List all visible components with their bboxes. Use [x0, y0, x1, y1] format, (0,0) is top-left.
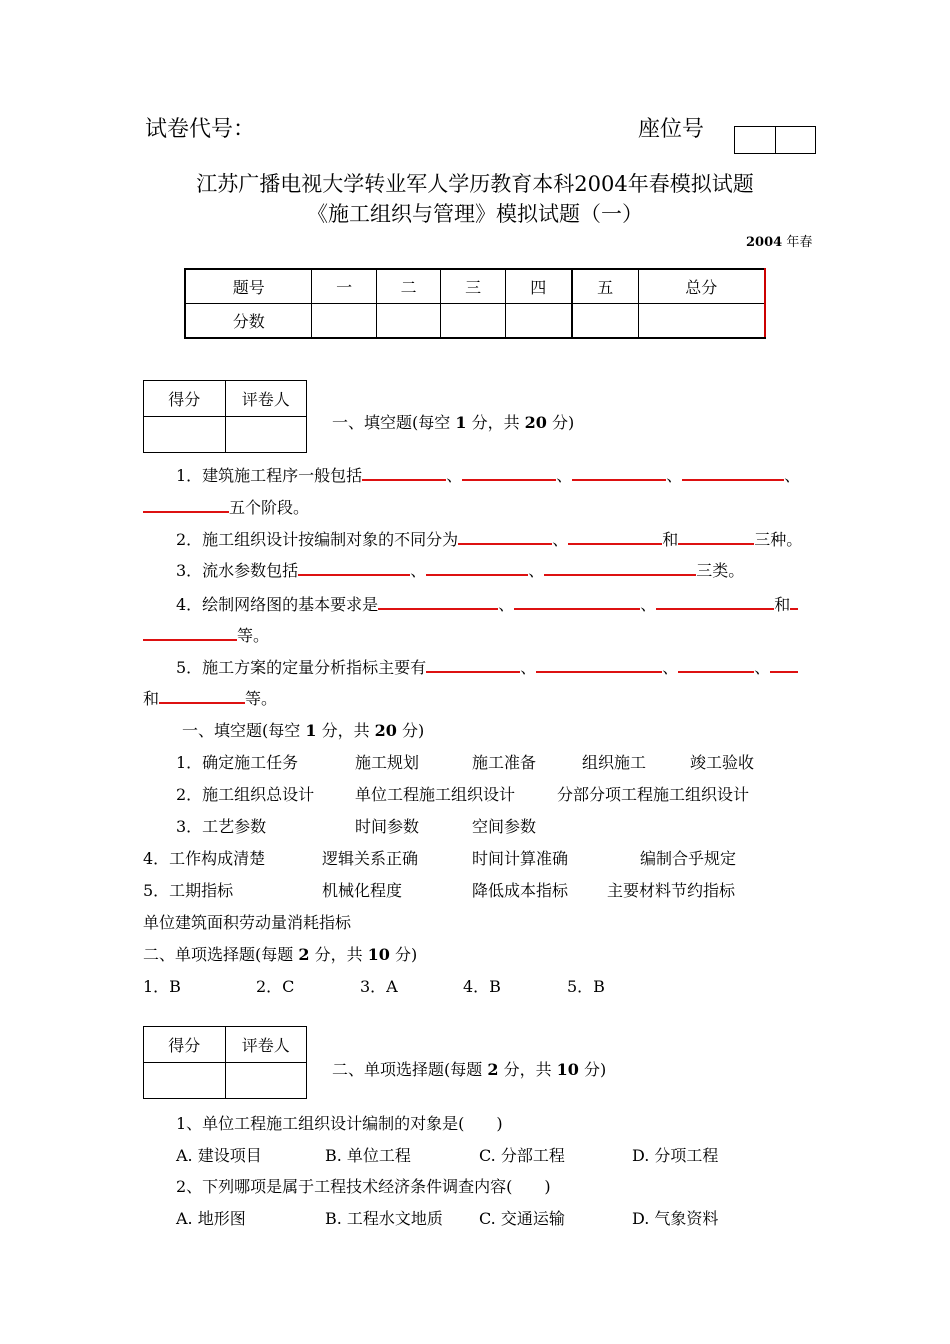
- answer-text: 组织施工: [582, 753, 647, 772]
- option-b[interactable]: B. 单位工程: [325, 1146, 411, 1165]
- answer-blank[interactable]: [536, 655, 662, 673]
- answer-blank[interactable]: [426, 655, 520, 673]
- answer-text: 降低成本指标: [472, 881, 569, 900]
- answer-blank[interactable]: [378, 592, 498, 610]
- grader-name-label: 评卷人: [225, 381, 307, 417]
- score-cell[interactable]: [505, 304, 571, 339]
- answer-section1-title: 一、填空题(每空 1 分，共 20 分): [182, 721, 425, 740]
- grader-box: [143, 1026, 307, 1099]
- section1-title: 一、填空题(每空 1 分，共 20 分): [332, 413, 575, 432]
- answer-text: 时间计算准确: [472, 849, 569, 868]
- option-d[interactable]: D. 气象资料: [632, 1209, 719, 1228]
- answer-text: 逻辑关系正确: [322, 849, 419, 868]
- score-table-header: 题号: [185, 269, 312, 304]
- answer-blank[interactable]: [572, 463, 666, 481]
- answer-section2-title: 二、单项选择题(每题 2 分，共 10 分): [143, 945, 418, 964]
- answer-text: 1．确定施工任务: [176, 753, 299, 772]
- option-a[interactable]: A. 建设项目: [176, 1146, 262, 1165]
- grader-name-cell[interactable]: [225, 417, 307, 453]
- choice-answer: 1．B: [143, 977, 181, 996]
- grader-score-cell[interactable]: [144, 417, 226, 453]
- score-table-col: 总分: [638, 269, 765, 304]
- grader-score-label: 得分: [144, 1027, 226, 1063]
- choice-question-2: 2、下列哪项是属于工程技术经济条件调查内容( ): [176, 1177, 551, 1196]
- score-cell[interactable]: [638, 304, 765, 339]
- score-cell[interactable]: [572, 304, 638, 339]
- answer-blank[interactable]: [143, 495, 229, 513]
- fill-question-4-cont: 等。: [143, 623, 269, 646]
- answer-text: 编制合乎规定: [640, 849, 737, 868]
- exam-title: 江苏广播电视大学转业军人学历教育本科2004年春模拟试题: [196, 172, 754, 196]
- section2-title: 二、单项选择题(每题 2 分，共 10 分): [332, 1060, 607, 1079]
- choice-answer: 5．B: [567, 977, 605, 996]
- fill-question-4: 4．绘制网络图的基本要求是 、 、 和: [176, 592, 798, 615]
- answer-blank[interactable]: [362, 463, 446, 481]
- answer-text: 空间参数: [472, 817, 537, 836]
- grader-score-cell[interactable]: [144, 1063, 226, 1099]
- answer-blank[interactable]: [656, 592, 774, 610]
- answer-text: 竣工验收: [690, 753, 755, 772]
- option-d[interactable]: D. 分项工程: [632, 1146, 719, 1165]
- exam-date: 2004 年春: [746, 235, 813, 250]
- answer-blank[interactable]: [682, 463, 784, 481]
- answer-blank[interactable]: [568, 527, 662, 545]
- score-table-col: 一: [312, 269, 376, 304]
- option-c[interactable]: C. 交通运输: [479, 1209, 565, 1228]
- answer-blank[interactable]: [544, 558, 696, 576]
- answer-text: 施工规划: [355, 753, 420, 772]
- score-table-col: 三: [441, 269, 505, 304]
- seat-number-label: 座位号: [638, 117, 705, 142]
- score-cell[interactable]: [441, 304, 505, 339]
- answer-blank[interactable]: [770, 655, 798, 673]
- answer-text: 分部分项工程施工组织设计: [557, 785, 750, 804]
- fill-question-2: 2．施工组织设计按编制对象的不同分为 、 和 三种。: [176, 527, 802, 550]
- answer-text: 施工准备: [472, 753, 537, 772]
- option-c[interactable]: C. 分部工程: [479, 1146, 565, 1165]
- seat-number-box: [734, 126, 816, 154]
- answer-text: 3．工艺参数: [176, 817, 267, 836]
- answer-blank[interactable]: [514, 592, 640, 610]
- choice-answer: 2．C: [256, 977, 295, 996]
- choice-answer: 3．A: [360, 977, 398, 996]
- answer-text: 4．工作构成清楚: [143, 849, 266, 868]
- grader-name-cell[interactable]: [225, 1063, 307, 1099]
- paper-code-label: 试卷代号：: [145, 117, 256, 142]
- score-table: [184, 268, 766, 339]
- score-table-col: 四: [505, 269, 571, 304]
- exam-subtitle: 《施工组织与管理》模拟试题（一）: [307, 202, 643, 226]
- answer-blank[interactable]: [143, 623, 237, 641]
- score-cell[interactable]: [312, 304, 376, 339]
- answer-text: 机械化程度: [322, 881, 403, 900]
- score-table-col: 五: [572, 269, 638, 304]
- fill-question-5: 5．施工方案的定量分析指标主要有 、 、 、: [176, 655, 798, 678]
- answer-text: 主要材料节约指标: [607, 881, 736, 900]
- answer-text: 2．施工组织总设计: [176, 785, 315, 804]
- option-b[interactable]: B. 工程水文地质: [325, 1209, 443, 1228]
- answer-blank[interactable]: [790, 592, 798, 610]
- answer-blank[interactable]: [678, 527, 754, 545]
- answer-blank[interactable]: [298, 558, 410, 576]
- grader-name-label: 评卷人: [225, 1027, 307, 1063]
- answer-text: 5．工期指标: [143, 881, 234, 900]
- fill-question-1: 1．建筑施工程序一般包括 、 、 、 、: [176, 463, 800, 486]
- answer-blank[interactable]: [426, 558, 528, 576]
- answer-blank[interactable]: [678, 655, 754, 673]
- answer-text: 单位工程施工组织设计: [355, 785, 516, 804]
- answer-blank[interactable]: [462, 463, 556, 481]
- grader-box: [143, 380, 307, 453]
- option-a[interactable]: A. 地形图: [176, 1209, 246, 1228]
- score-table-header: 分数: [185, 304, 312, 339]
- answer-blank[interactable]: [159, 686, 245, 704]
- score-table-col: 二: [376, 269, 440, 304]
- fill-question-5-cont: 和 等。: [143, 686, 277, 709]
- fill-question-1-cont: 五个阶段。: [143, 495, 309, 518]
- answer-text: 单位建筑面积劳动量消耗指标: [143, 913, 352, 932]
- grader-score-label: 得分: [144, 381, 226, 417]
- fill-question-3: 3．流水参数包括 、 、 三类。: [176, 558, 744, 581]
- choice-question-1: 1、单位工程施工组织设计编制的对象是( ): [176, 1114, 503, 1133]
- answer-blank[interactable]: [458, 527, 552, 545]
- answer-text: 时间参数: [355, 817, 420, 836]
- score-cell[interactable]: [376, 304, 440, 339]
- choice-answer: 4．B: [463, 977, 501, 996]
